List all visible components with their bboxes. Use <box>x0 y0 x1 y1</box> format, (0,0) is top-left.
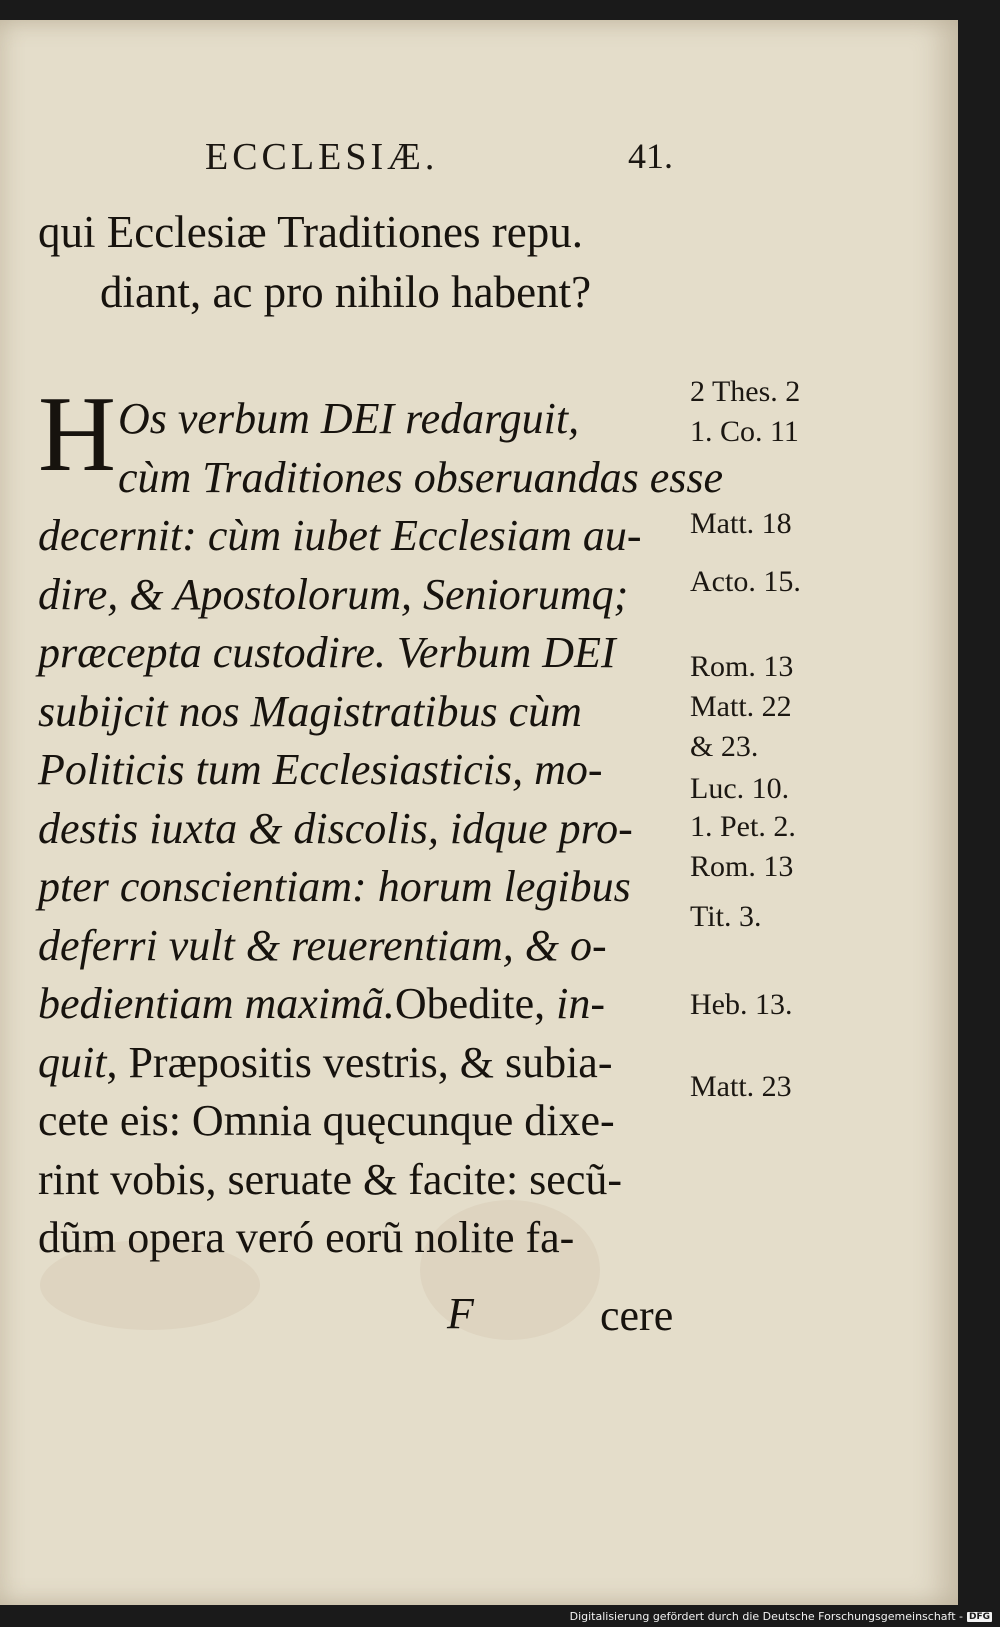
dfg-logo: DFG <box>968 1611 990 1622</box>
signature-mark: F <box>447 1289 474 1338</box>
margin-reference: Acto. 15. <box>690 565 801 598</box>
margin-reference: Rom. 13 <box>690 850 794 883</box>
text-line: cùm Traditiones obseruandas esse <box>118 452 723 502</box>
margin-reference: Rom. 13 <box>690 650 794 683</box>
margin-reference: Matt. 23 <box>690 1070 792 1103</box>
text-line: deferri vult & reuerentiam, & o- <box>38 920 607 970</box>
margin-reference: Heb. 13. <box>690 988 793 1021</box>
digitization-credit <box>570 1610 992 1623</box>
text-line: cete eis: Omnia quęcunque dixe- <box>38 1096 615 1145</box>
text-line: pter conscientiam: horum legibus <box>38 862 631 911</box>
title-line-2: diant, ac pro nihilo habent? <box>100 267 592 317</box>
text-line: subijcit nos Magistratibus cùm <box>38 686 582 736</box>
body-text <box>38 375 723 1268</box>
chapter-title <box>38 202 678 322</box>
margin-reference: & 23. <box>690 730 759 763</box>
text-line: præcepta custodire. Verbum DEI <box>38 628 616 677</box>
margin-reference: 1. Co. 11 <box>690 415 799 448</box>
text-line: bedientiam maximã.Obedite, in- <box>38 979 605 1028</box>
drop-cap: H <box>38 375 116 494</box>
text-line: rint vobis, seruate & facite: secũ- <box>38 1154 623 1204</box>
title-line-1: qui Ecclesiæ Traditiones repu. <box>38 207 583 257</box>
text-line: quit, Præpositis vestris, & subia- <box>38 1037 613 1087</box>
page-number: 41. <box>628 136 673 176</box>
text-line: decernit: cùm iubet Ecclesiam au- <box>38 511 642 560</box>
text-line: Politicis tum Ecclesiasticis, mo- <box>38 745 603 794</box>
text-line: Os verbum DEI redarguit, <box>118 394 580 443</box>
margin-reference: Luc. 10. <box>690 772 790 805</box>
book-page <box>0 20 958 1605</box>
catchword: cere <box>600 1291 674 1340</box>
margin-reference: Tit. 3. <box>690 900 762 933</box>
margin-reference: 2 Thes. 2 <box>690 375 801 408</box>
text-line: destis iuxta & discolis, idque pro- <box>38 803 633 853</box>
margin-reference: 1. Pet. 2. <box>690 810 796 843</box>
margin-reference: Matt. 22 <box>690 690 792 723</box>
text-line: dire, & Apostolorum, Seniorumq; <box>38 569 629 619</box>
running-head: ECCLESIÆ. <box>205 136 439 178</box>
text-line: dũm opera veró eorũ nolite fa- <box>38 1213 575 1262</box>
credit-text: Digitalisierung gefördert durch die Deutsche Forschungsgemeinschaft - <box>569 1610 963 1623</box>
margin-reference: Matt. 18 <box>690 507 792 540</box>
